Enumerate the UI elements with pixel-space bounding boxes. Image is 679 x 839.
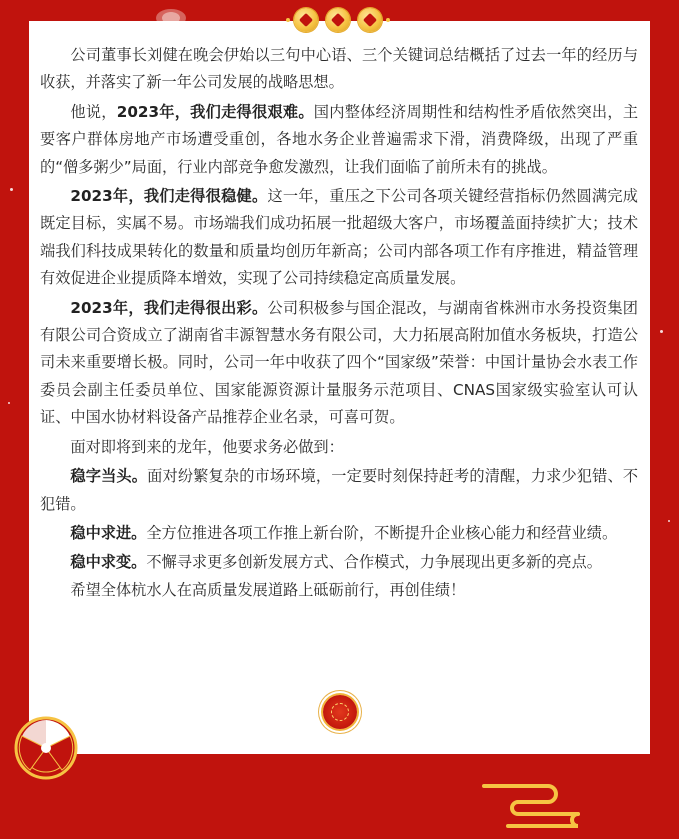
paragraph-text: 国内整体经济周期性和结构性矛盾依然突出，主要客户群体房地产市场遭受重创，各地水务企业普遍需求下滑，消费降级，出现了严重的“僧多粥少”局面，行业内部竞争愈发激烈，让我们面临了前所未有的挑战。 bbox=[40, 102, 639, 176]
paragraph-highlight: 稳字当头。 bbox=[70, 467, 148, 486]
article-paragraph bbox=[40, 99, 638, 181]
article-paragraph bbox=[40, 463, 638, 518]
article-paragraph bbox=[40, 434, 638, 461]
paragraph-text: 公司积极参与国企混改，与湖南省株洲市水务投资集团有限公司合资成立了湖南省丰源智慧水务有限公司，大力拓展高附加值水务板块，打造公司未来重要增长极。同时，公司一年中收获了四个“国家级”荣誉：中国计量协会水表工作委员会副主任委员单位、国家能源资源计量服务示范项目、CNAS国家级实验室认可认证、中国水协材料设备产品推荐企业名录，可喜可贺。 bbox=[40, 298, 638, 427]
sparkle-decoration bbox=[668, 520, 670, 522]
paragraph-text: 面对纷繁复杂的市场环境，一定要时刻保持赶考的清醒，力求少犯错、不犯错。 bbox=[40, 467, 639, 513]
article-paragraph bbox=[40, 295, 638, 432]
paragraph-highlight: 稳中求进。 bbox=[70, 523, 147, 542]
fan-icon bbox=[10, 712, 82, 782]
paragraph-highlight: 2023年，我们走得很艰难。 bbox=[116, 102, 314, 121]
article-paragraph bbox=[40, 577, 638, 604]
article-paragraph bbox=[40, 549, 638, 576]
paragraph-text: 不懈寻求更多创新发展方式、合作模式，力争展现出更多新的亮点。 bbox=[146, 553, 602, 572]
sparkle-decoration bbox=[10, 188, 13, 191]
paragraph-text: 全方位推进各项工作推上新台阶，不断提升企业核心能力和经营业绩。 bbox=[146, 523, 618, 542]
sparkle-decoration bbox=[8, 402, 10, 404]
coin-icon bbox=[294, 8, 318, 32]
top-coin-ornament bbox=[286, 8, 386, 34]
paragraph-text: 面对即将到来的龙年，他要求务必做到： bbox=[70, 437, 344, 456]
dot-icon bbox=[286, 18, 290, 22]
article-paragraph bbox=[40, 520, 638, 547]
article-body bbox=[40, 42, 638, 604]
cloud-icon bbox=[478, 776, 590, 832]
article-paragraph bbox=[40, 183, 638, 293]
paragraph-highlight: 稳中求变。 bbox=[70, 553, 147, 572]
dot-icon bbox=[386, 18, 390, 22]
paragraph-highlight: 2023年，我们走得很出彩。 bbox=[70, 298, 268, 317]
paragraph-lead: 他说， bbox=[70, 102, 117, 121]
coin-icon bbox=[358, 8, 382, 32]
paragraph-text: 这一年，重压之下公司各项关键经营指标仍然圆满完成既定目标，实属不易。市场端我们成功拓展一批超级大客户，市场覆盖面持续扩大；技术端我们科技成果转化的数量和质量均创历年新高；公司内部各项工作有序推进，精益管理有效促进企业提质降本增效，实现了公司持续稳定高质量发展。 bbox=[40, 187, 638, 288]
paragraph-text: 公司董事长刘健在晚会伊始以三句中心语、三个关键词总结概括了过去一年的经历与收获，并落实了新一年公司发展的战略思想。 bbox=[40, 46, 638, 92]
paragraph-text: 希望全体杭水人在高质量发展道路上砥砺前行，再创佳绩！ bbox=[70, 580, 466, 599]
sparkle-decoration bbox=[660, 330, 663, 333]
medal-icon bbox=[323, 695, 357, 729]
article-paragraph bbox=[40, 42, 638, 97]
paragraph-highlight: 2023年，我们走得很稳健。 bbox=[70, 187, 268, 206]
coin-icon bbox=[326, 8, 350, 32]
